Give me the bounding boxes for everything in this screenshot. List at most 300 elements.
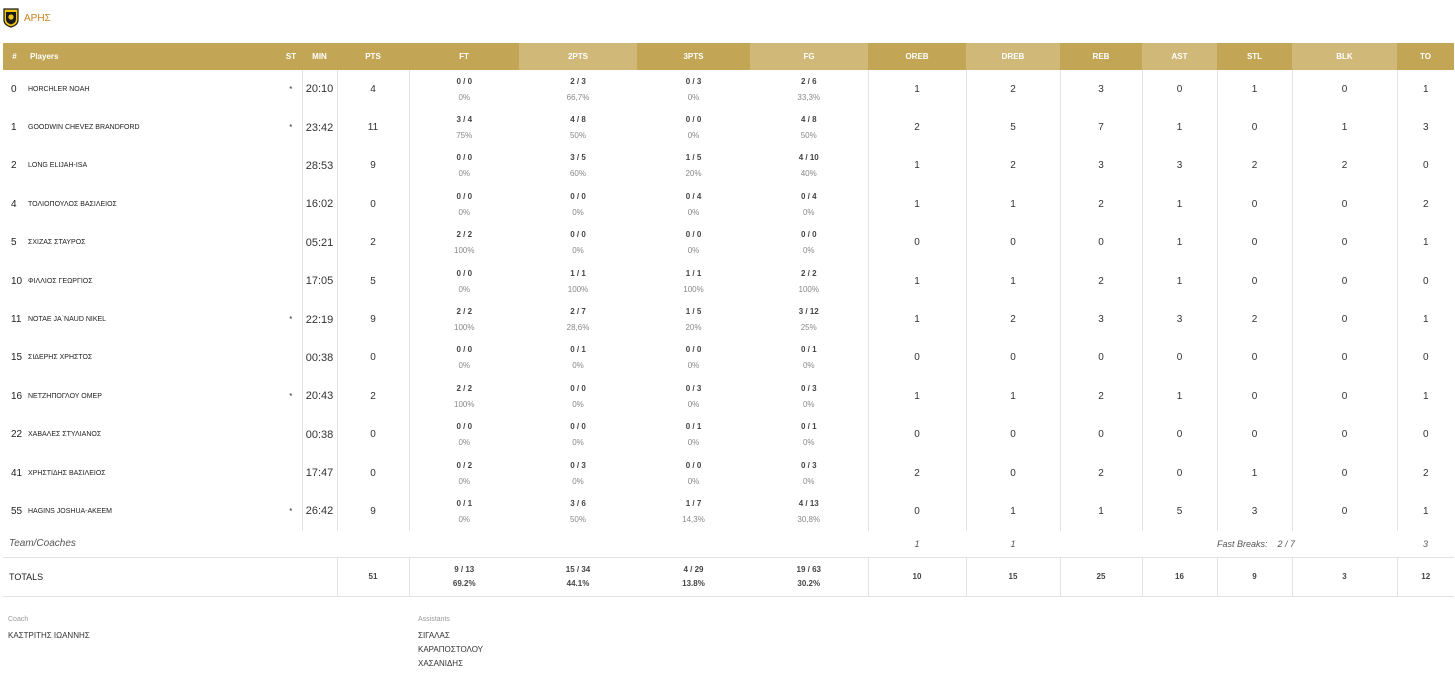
col-header-reb: REB	[1060, 43, 1142, 70]
player-name[interactable]: LONG ELIJAH-ISA	[28, 162, 88, 170]
totals-fg-made: 19 / 63	[796, 565, 821, 575]
3pts-pct: 0%	[687, 207, 700, 217]
fg-made: 4 / 10	[798, 153, 819, 163]
fg-cell	[750, 147, 868, 185]
dreb: 1	[966, 492, 1060, 530]
2pts-made: 0 / 0	[570, 191, 586, 201]
col-header-min: MIN	[302, 43, 337, 70]
dreb: 5	[966, 108, 1060, 146]
fg-pct: 0%	[802, 438, 815, 448]
player-name[interactable]: ΝΕΤΖΗΠΟΓΛΟΥ ΟΜΕΡ	[28, 392, 102, 400]
fg-cell	[750, 339, 868, 377]
oreb: 1	[868, 262, 966, 300]
oreb: 2	[868, 108, 966, 146]
ft-pct: 100%	[454, 399, 475, 409]
ft-made: 0 / 2	[456, 460, 473, 470]
dreb: 0	[966, 224, 1060, 262]
stl: 1	[1217, 454, 1292, 492]
table-row	[3, 377, 1454, 415]
col-header-players: Players	[26, 43, 280, 70]
table-row	[3, 147, 1454, 185]
fast-breaks	[1217, 531, 1397, 558]
ft-pct: 0%	[458, 284, 471, 294]
ast: 3	[1142, 300, 1217, 338]
ft-pct: 0%	[458, 514, 471, 524]
fg-made: 0 / 4	[800, 191, 817, 201]
starter-mark	[280, 339, 302, 377]
ft-cell	[409, 377, 519, 415]
reb: 7	[1060, 108, 1142, 146]
reb: 2	[1060, 377, 1142, 415]
totals-ft-made: 9 / 13	[454, 565, 475, 575]
3pts-cell	[637, 185, 750, 223]
starter-mark	[280, 147, 302, 185]
dreb: 0	[966, 339, 1060, 377]
2pts-made: 0 / 0	[570, 422, 586, 432]
ast: 1	[1142, 224, 1217, 262]
stl: 2	[1217, 300, 1292, 338]
totals-to: 12	[1397, 557, 1454, 596]
2pts-cell	[519, 70, 637, 108]
2pts-cell	[519, 185, 637, 223]
2pts-cell	[519, 300, 637, 338]
team-to: 3	[1422, 538, 1428, 549]
3pts-cell	[637, 224, 750, 262]
fg-pct: 0%	[802, 361, 815, 371]
col-header-pts: PTS	[337, 43, 409, 70]
points: 0	[370, 352, 376, 364]
fg-cell	[750, 185, 868, 223]
2pts-made: 2 / 3	[570, 76, 586, 86]
points: 11	[367, 122, 379, 134]
3pts-pct: 14,3%	[682, 514, 705, 524]
ft-made: 2 / 2	[456, 230, 473, 240]
fg-cell	[750, 262, 868, 300]
player-number: 5	[11, 237, 17, 249]
3pts-pct: 0%	[687, 246, 700, 256]
player-number: 15	[11, 352, 23, 364]
minutes: 22:19	[302, 300, 337, 338]
fg-made: 2 / 6	[800, 76, 817, 86]
to: 1	[1422, 390, 1429, 402]
ast: 5	[1142, 492, 1217, 530]
oreb: 1	[868, 147, 966, 185]
table-row	[3, 416, 1454, 454]
player-number: 10	[11, 275, 23, 287]
points: 9	[370, 314, 376, 326]
3pts-pct: 0%	[687, 476, 700, 486]
3pts-pct: 0%	[687, 92, 700, 102]
team-oreb: 1	[914, 538, 920, 549]
col-header-ft: FT	[409, 43, 519, 70]
reb: 3	[1060, 300, 1142, 338]
player-name[interactable]: ΣΙΔΕΡΗΣ ΧΡΗΣΤΟΣ	[28, 354, 93, 362]
blk: 0	[1292, 300, 1397, 338]
player-name[interactable]: GOODWIN CHEVEZ BRANDFORD	[28, 124, 140, 132]
2pts-cell	[519, 108, 637, 146]
col-header-3pts: 3PTS	[637, 43, 750, 70]
2pts-made: 0 / 0	[570, 383, 586, 393]
fg-pct: 30,8%	[797, 514, 821, 524]
col-header-stl: STL	[1217, 43, 1292, 70]
oreb: 2	[868, 454, 966, 492]
team-coaches-row	[3, 531, 1454, 558]
totals-fg	[750, 557, 868, 596]
reb: 0	[1060, 339, 1142, 377]
totals-2pts-pct: 44.1%	[566, 579, 590, 589]
fg-pct: 40%	[800, 169, 817, 179]
2pts-pct: 0%	[572, 399, 584, 409]
ft-cell	[409, 108, 519, 146]
totals-stl: 9	[1217, 557, 1292, 596]
fg-made: 4 / 8	[800, 115, 817, 125]
team-coaches-label: Team/Coaches	[9, 538, 76, 550]
fg-pct: 0%	[802, 476, 815, 486]
totals-3pts	[637, 557, 750, 596]
col-header-number: #	[3, 43, 26, 70]
fg-made: 0 / 1	[800, 345, 817, 355]
2pts-cell	[519, 492, 637, 530]
table-row	[3, 185, 1454, 223]
fg-cell	[750, 224, 868, 262]
ft-pct: 100%	[454, 323, 475, 333]
coach-block	[8, 616, 90, 643]
assistant-name: ΧΑΣΑΝΙΔΗΣ	[418, 659, 464, 668]
table-row	[3, 108, 1454, 146]
ft-pct: 0%	[458, 438, 471, 448]
oreb: 1	[868, 185, 966, 223]
totals-3pts-pct: 13.8%	[682, 579, 705, 589]
3pts-made: 0 / 0	[685, 460, 702, 470]
3pts-pct: 20%	[685, 323, 702, 333]
ft-pct: 0%	[458, 169, 471, 179]
coach-name: ΚΑΣΤΡΙΤΗΣ ΙΩΑΝΝΗΣ	[8, 631, 90, 640]
player-name[interactable]: HORCHLER NOAH	[28, 85, 90, 93]
ft-cell	[409, 492, 519, 530]
team-dreb: 1	[1010, 538, 1016, 549]
points: 0	[370, 198, 376, 210]
col-header-fg: FG	[750, 43, 868, 70]
col-header-dreb: DREB	[966, 43, 1060, 70]
starter-mark	[280, 454, 302, 492]
points: 9	[370, 160, 376, 172]
oreb: 0	[868, 492, 966, 530]
dreb: 1	[966, 185, 1060, 223]
reb: 0	[1060, 224, 1142, 262]
ft-cell	[409, 454, 519, 492]
minutes: 23:42	[302, 108, 337, 146]
minutes: 00:38	[302, 416, 337, 454]
starter-mark: *	[280, 300, 302, 338]
ft-pct: 75%	[456, 131, 473, 141]
player-number: 16	[11, 390, 23, 402]
ast: 0	[1142, 70, 1217, 108]
2pts-cell	[519, 377, 637, 415]
ast: 0	[1142, 416, 1217, 454]
starter-mark: *	[280, 492, 302, 530]
ft-made: 0 / 0	[456, 153, 473, 163]
to: 1	[1422, 314, 1429, 326]
fg-made: 4 / 13	[798, 498, 819, 508]
minutes: 20:10	[302, 70, 337, 108]
fg-pct: 0%	[802, 399, 815, 409]
ft-made: 3 / 4	[456, 115, 473, 125]
oreb: 1	[868, 70, 966, 108]
3pts-pct: 0%	[687, 361, 700, 371]
oreb: 0	[868, 339, 966, 377]
starter-mark	[280, 262, 302, 300]
points: 4	[370, 83, 376, 95]
blk: 1	[1292, 108, 1397, 146]
3pts-made: 0 / 3	[685, 383, 702, 393]
stl: 0	[1217, 108, 1292, 146]
2pts-made: 4 / 8	[570, 115, 586, 125]
player-name[interactable]: NOTAE JA`NAUD NIKEL	[28, 316, 107, 324]
ft-cell	[409, 300, 519, 338]
col-header-blk: BLK	[1292, 43, 1397, 70]
blk: 0	[1292, 492, 1397, 530]
3pts-made: 1 / 1	[685, 268, 702, 278]
3pts-cell	[637, 262, 750, 300]
reb: 3	[1060, 70, 1142, 108]
2pts-made: 1 / 1	[570, 268, 586, 278]
points: 9	[370, 505, 376, 517]
ft-cell	[409, 262, 519, 300]
totals-row	[3, 557, 1454, 596]
assistants-block	[418, 616, 483, 671]
2pts-pct: 50%	[569, 514, 586, 524]
blk: 0	[1292, 339, 1397, 377]
fg-made: 0 / 0	[800, 230, 817, 240]
totals-2pts	[519, 557, 637, 596]
points: 5	[370, 275, 376, 287]
ft-made: 0 / 1	[456, 498, 473, 508]
minutes: 17:05	[302, 262, 337, 300]
player-number: 55	[11, 505, 23, 517]
player-name[interactable]: ΦΙΛΛΙΟΣ ΓΕΩΡΓΙΟΣ	[28, 277, 93, 285]
fg-cell	[750, 70, 868, 108]
2pts-cell	[519, 339, 637, 377]
ast: 1	[1142, 262, 1217, 300]
totals-ast: 16	[1142, 557, 1217, 596]
table-row	[3, 454, 1454, 492]
minutes: 20:43	[302, 377, 337, 415]
3pts-made: 0 / 1	[685, 422, 702, 432]
stl: 0	[1217, 224, 1292, 262]
3pts-made: 0 / 3	[685, 76, 702, 86]
fg-pct: 25%	[800, 323, 817, 333]
2pts-pct: 0%	[572, 246, 584, 256]
aris-crest-icon	[3, 8, 19, 28]
table-row	[3, 224, 1454, 262]
ft-cell	[409, 339, 519, 377]
ast: 1	[1142, 108, 1217, 146]
2pts-pct: 0%	[572, 476, 584, 486]
table-row	[3, 262, 1454, 300]
totals-ft	[409, 557, 519, 596]
player-number: 2	[11, 160, 17, 172]
player-number: 1	[11, 122, 17, 134]
3pts-pct: 0%	[687, 131, 700, 141]
dreb: 2	[966, 147, 1060, 185]
blk: 0	[1292, 416, 1397, 454]
fg-cell	[750, 108, 868, 146]
to: 0	[1422, 429, 1429, 441]
stl: 2	[1217, 147, 1292, 185]
3pts-cell	[637, 300, 750, 338]
coach-label: Coach	[8, 616, 29, 623]
stl: 0	[1217, 185, 1292, 223]
ft-cell	[409, 185, 519, 223]
minutes: 16:02	[302, 185, 337, 223]
reb: 1	[1060, 492, 1142, 530]
dreb: 2	[966, 300, 1060, 338]
fg-pct: 33,3%	[797, 92, 821, 102]
col-header-oreb: OREB	[868, 43, 966, 70]
totals-pts: 51	[337, 557, 409, 596]
fg-pct: 0%	[802, 246, 815, 256]
ft-cell	[409, 224, 519, 262]
dreb: 2	[966, 70, 1060, 108]
minutes: 17:47	[302, 454, 337, 492]
reb: 2	[1060, 454, 1142, 492]
col-header-st: ST	[280, 43, 302, 70]
ast: 1	[1142, 185, 1217, 223]
fg-made: 0 / 3	[800, 460, 817, 470]
team-header	[3, 6, 51, 30]
team-name[interactable]: ΑΡΗΣ	[24, 12, 51, 24]
points: 0	[370, 429, 376, 441]
to: 1	[1422, 83, 1429, 95]
ft-made: 0 / 0	[456, 422, 473, 432]
points: 2	[370, 237, 376, 249]
reb: 3	[1060, 147, 1142, 185]
points: 0	[370, 467, 376, 479]
to: 3	[1422, 122, 1429, 134]
to: 0	[1422, 352, 1429, 364]
ast: 3	[1142, 147, 1217, 185]
table-row	[3, 492, 1454, 530]
dreb: 1	[966, 377, 1060, 415]
ft-made: 0 / 0	[456, 268, 473, 278]
player-number: 41	[11, 467, 23, 479]
fg-made: 2 / 2	[800, 268, 817, 278]
2pts-pct: 60%	[569, 169, 586, 179]
col-header-to: TO	[1397, 43, 1454, 70]
blk: 0	[1292, 185, 1397, 223]
2pts-cell	[519, 454, 637, 492]
3pts-cell	[637, 147, 750, 185]
2pts-pct: 66,7%	[566, 92, 590, 102]
3pts-cell	[637, 70, 750, 108]
stl: 0	[1217, 416, 1292, 454]
2pts-pct: 0%	[572, 438, 584, 448]
2pts-pct: 28,6%	[566, 323, 590, 333]
starter-mark	[280, 416, 302, 454]
stl: 3	[1217, 492, 1292, 530]
2pts-cell	[519, 262, 637, 300]
oreb: 0	[868, 416, 966, 454]
blk: 0	[1292, 262, 1397, 300]
ft-cell	[409, 147, 519, 185]
stl: 1	[1217, 70, 1292, 108]
3pts-made: 1 / 5	[685, 153, 702, 163]
fg-made: 0 / 1	[800, 422, 817, 432]
blk: 0	[1292, 377, 1397, 415]
blk: 0	[1292, 454, 1397, 492]
2pts-pct: 100%	[567, 284, 589, 294]
ft-made: 2 / 2	[456, 307, 473, 317]
ast: 1	[1142, 377, 1217, 415]
fg-made: 0 / 3	[800, 383, 817, 393]
stl: 0	[1217, 377, 1292, 415]
minutes: 05:21	[302, 224, 337, 262]
ft-pct: 100%	[454, 246, 475, 256]
ft-cell	[409, 70, 519, 108]
starter-mark	[280, 224, 302, 262]
oreb: 0	[868, 224, 966, 262]
3pts-cell	[637, 416, 750, 454]
totals-3pts-made: 4 / 29	[683, 565, 704, 575]
3pts-made: 1 / 5	[685, 307, 702, 317]
to: 0	[1422, 275, 1429, 287]
stl: 0	[1217, 262, 1292, 300]
ft-made: 0 / 0	[456, 191, 473, 201]
fg-pct: 100%	[798, 284, 819, 294]
dreb: 0	[966, 454, 1060, 492]
totals-oreb: 10	[868, 557, 966, 596]
ast: 0	[1142, 454, 1217, 492]
totals-dreb: 15	[966, 557, 1060, 596]
player-name[interactable]: ΣΧΙΖΑΣ ΣΤΑΥΡΟΣ	[28, 239, 86, 247]
fg-pct: 0%	[802, 207, 815, 217]
player-number: 4	[11, 198, 17, 210]
2pts-pct: 0%	[572, 361, 584, 371]
fg-cell	[750, 492, 868, 530]
reb: 2	[1060, 262, 1142, 300]
2pts-pct: 50%	[569, 131, 586, 141]
2pts-made: 3 / 6	[570, 498, 586, 508]
oreb: 1	[868, 377, 966, 415]
assistant-name: ΣΙΓΑΛΑΣ	[418, 631, 450, 640]
to: 2	[1422, 198, 1429, 210]
ft-made: 0 / 0	[456, 76, 473, 86]
3pts-pct: 100%	[683, 284, 704, 294]
fg-made: 3 / 12	[798, 307, 819, 317]
player-name[interactable]: ΧΑΒΑΛΕΣ ΣΤΥΛΙΑΝΟΣ	[28, 431, 102, 439]
player-name[interactable]: HAGINS JOSHUA-AKEEM	[28, 507, 113, 515]
player-name[interactable]: ΧΡΗΣΤΙΔΗΣ ΒΑΣΙΛΕΙΟΣ	[28, 469, 106, 477]
3pts-cell	[637, 454, 750, 492]
3pts-pct: 0%	[687, 399, 700, 409]
starter-mark: *	[280, 377, 302, 415]
player-name[interactable]: ΤΟΛΙΟΠΟΥΛΟΣ ΒΑΣΙΛΕΙΟΣ	[28, 200, 117, 208]
3pts-pct: 20%	[685, 169, 702, 179]
oreb: 1	[868, 300, 966, 338]
3pts-pct: 0%	[687, 438, 700, 448]
box-score-table	[3, 43, 1454, 597]
table-header-row	[3, 43, 1454, 70]
3pts-made: 1 / 7	[685, 498, 702, 508]
2pts-cell	[519, 416, 637, 454]
totals-2pts-made: 15 / 34	[565, 565, 591, 575]
3pts-cell	[637, 108, 750, 146]
col-header-ast: AST	[1142, 43, 1217, 70]
totals-reb: 25	[1060, 557, 1142, 596]
3pts-cell	[637, 339, 750, 377]
3pts-made: 0 / 0	[685, 115, 702, 125]
minutes: 28:53	[302, 147, 337, 185]
